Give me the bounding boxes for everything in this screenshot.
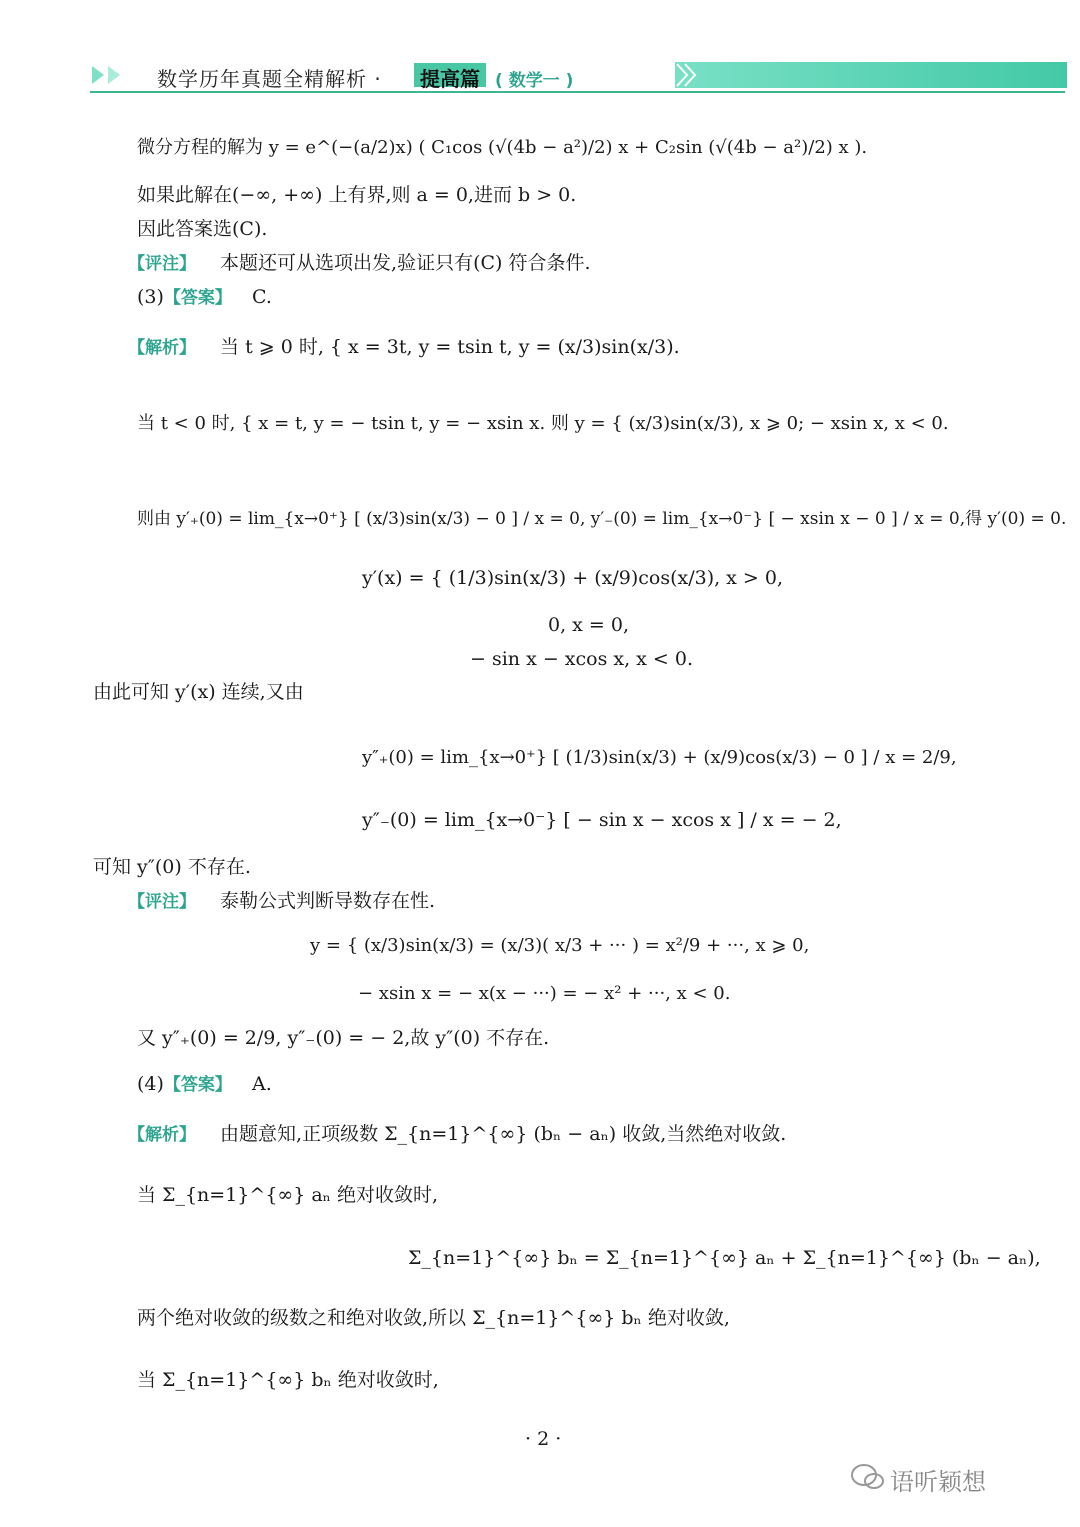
header-title: 数学历年真题全精解析 · xyxy=(157,67,382,91)
solution-formula: 微分方程的解为 y = e^(−(a/2)x) ( C₁cos (√(4b − a²)/2) x + C₂sin (√(4b − a²)/2) x ). xyxy=(137,137,868,158)
sum-absolute-statement: 两个绝对收敛的级数之和绝对收敛,所以 Σ_{n=1}^{∞} bₙ 绝对收敛, xyxy=(137,1307,730,1329)
page-number: · 2 · xyxy=(525,1428,562,1450)
taylor-conclusion: 又 y″₊(0) = 2/9, y″₋(0) = − 2,故 y″(0) 不存在. xyxy=(137,1027,550,1049)
q4-answer-line xyxy=(137,1072,272,1097)
second-derivative-left: y″₋(0) = lim_{x→0⁻} [ − sin x − xcos x ] / x = − 2, xyxy=(362,809,842,831)
case-positive-t: 当 t ⩾ 0 时, { x = 3t, y = tsin t, y = (x/3)sin(x/3). xyxy=(220,336,680,358)
taylor-case-2: − xsin x = − x(x − ···) = − x² + ···, x < 0. xyxy=(358,983,731,1004)
header-rule xyxy=(90,91,1065,93)
nonexistence-statement: 可知 y″(0) 不存在. xyxy=(93,856,251,878)
header-subtitle: ( 数学一 ) xyxy=(495,71,574,91)
watermark: 语听颖想 xyxy=(890,1468,986,1496)
q3-number: (3) xyxy=(137,286,164,308)
header-highlight: 提高篇 xyxy=(414,63,486,87)
y-prime-case-3: − sin x − xcos x, x < 0. xyxy=(470,648,693,670)
case-b-absolute: 当 Σ_{n=1}^{∞} bₙ 绝对收敛时, xyxy=(137,1369,439,1391)
answer-tag-2: 【答案】 xyxy=(163,1075,232,1095)
taylor-case-1: y = { (x/3)sin(x/3) = (x/3)( x/3 + ··· ) = x²/9 + ···, x ⩾ 0, xyxy=(310,935,810,956)
y-prime-case-2: 0, x = 0, xyxy=(548,614,630,636)
header-chevron-icon xyxy=(674,62,700,88)
y-prime-case-1: y′(x) = { (1/3)sin(x/3) + (x/9)cos(x/3), x > 0, xyxy=(362,567,784,589)
series-sum-identity: Σ_{n=1}^{∞} bₙ = Σ_{n=1}^{∞} aₙ + Σ_{n=1}^{∞} (bₙ − aₙ), xyxy=(408,1247,1041,1269)
answer-tag: 【答案】 xyxy=(163,288,232,308)
case-negative-t: 当 t < 0 时, { x = t, y = − tsin t, y = − xsin x. 则 y = { (x/3)sin(x/3), x ⩾ 0; − xsin x, x < 0. xyxy=(137,413,949,434)
remark-text: 本题还可从选项出发,验证只有(C) 符合条件. xyxy=(220,252,591,274)
continuity-statement: 由此可知 y′(x) 连续,又由 xyxy=(93,681,304,703)
q3-answer-line xyxy=(137,285,272,310)
remark-line-1 xyxy=(128,251,591,276)
q4-analysis-line xyxy=(128,1122,786,1147)
series-convergence: 由题意知,正项级数 Σ_{n=1}^{∞} (bₙ − aₙ) 收敛,当然绝对收敛. xyxy=(220,1123,787,1145)
q4-number: (4) xyxy=(137,1073,164,1095)
case-a-absolute: 当 Σ_{n=1}^{∞} aₙ 绝对收敛时, xyxy=(137,1184,438,1206)
header-arrows-icon xyxy=(92,66,126,84)
analysis-tag-2: 【解析】 xyxy=(128,1125,196,1145)
q3-answer: C. xyxy=(251,286,272,308)
bounded-statement: 如果此解在(−∞, +∞) 上有界,则 a = 0,进而 b > 0. xyxy=(137,184,577,206)
taylor-remark: 泰勒公式判断导数存在性. xyxy=(220,890,436,912)
remark-tag-2: 【评注】 xyxy=(128,892,196,912)
header-band xyxy=(675,62,1067,88)
second-derivative-right: y″₊(0) = lim_{x→0⁺} [ (1/3)sin(x/3) + (x/9)cos(x/3) − 0 ] / x = 2/9, xyxy=(362,747,957,768)
remark-line-2 xyxy=(128,889,435,914)
wechat-icon xyxy=(850,1462,886,1492)
q3-analysis-line xyxy=(128,335,680,360)
q4-answer: A. xyxy=(251,1073,272,1095)
analysis-tag: 【解析】 xyxy=(128,338,196,358)
answer-statement: 因此答案选(C). xyxy=(137,218,268,240)
first-derivative-at-zero: 则由 y′₊(0) = lim_{x→0⁺} [ (x/3)sin(x/3) − 0 ] / x = 0, y′₋(0) = lim_{x→0⁻} [ − xsin x − 0 ] / x = 0,得 y′(0) = 0. xyxy=(137,509,1067,529)
remark-tag: 【评注】 xyxy=(128,254,196,274)
